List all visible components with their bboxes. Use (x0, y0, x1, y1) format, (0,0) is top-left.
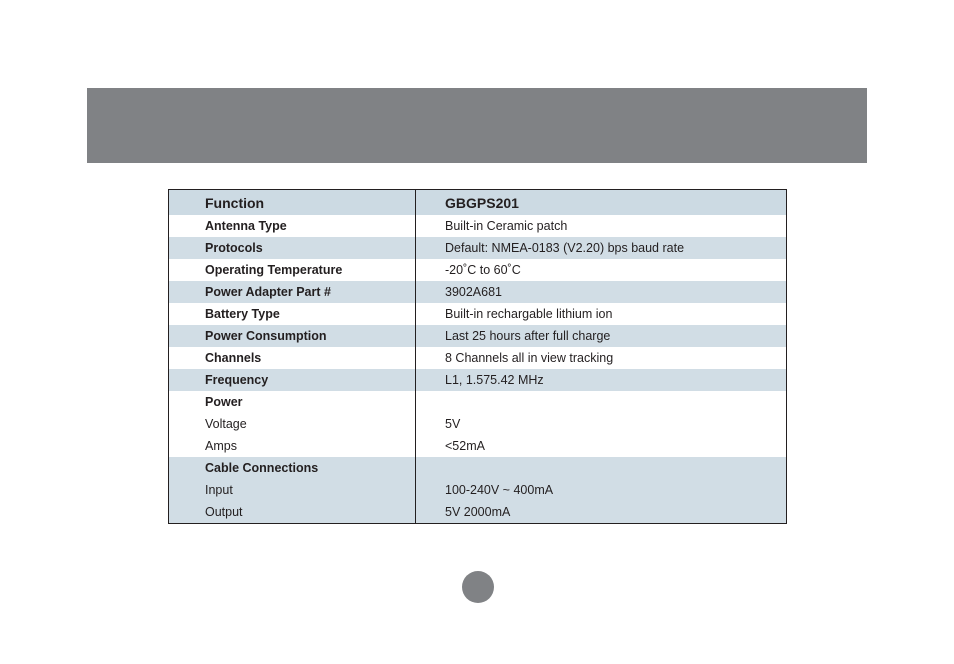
table-row (169, 303, 787, 325)
row-value: 100-240V ~ 400mA (416, 479, 787, 501)
row-label: Input (169, 479, 416, 501)
table-row (169, 435, 787, 457)
table-row (169, 413, 787, 435)
spec-table (168, 189, 787, 524)
row-value: 8 Channels all in view tracking (445, 351, 614, 365)
table-row (169, 501, 787, 524)
page-number-dot (462, 571, 494, 603)
row-value: Default: NMEA-0183 (V2.20) bps baud rate (416, 237, 787, 259)
table-row (169, 457, 787, 479)
table-row (169, 391, 787, 413)
table-row (169, 237, 787, 259)
row-label: Voltage (169, 413, 416, 435)
table-row (169, 347, 787, 369)
table-row (169, 215, 787, 237)
row-label: Power Consumption (169, 325, 416, 347)
row-value (416, 391, 787, 413)
row-value: Last 25 hours after full charge (416, 325, 787, 347)
row-label: Frequency (169, 369, 416, 391)
row-label: Output (169, 501, 416, 524)
table-row (169, 281, 787, 303)
row-value: 5V 2000mA (416, 501, 787, 524)
row-value: Built-in Ceramic patch (445, 219, 568, 233)
table-row (169, 325, 787, 347)
table-row (169, 259, 787, 281)
header-function: Function (169, 190, 416, 216)
row-value (416, 457, 787, 479)
row-value: -20˚C to 60˚C (445, 263, 521, 277)
row-value: <52mA (445, 439, 485, 453)
table-row (169, 479, 787, 501)
header-band (87, 88, 867, 163)
row-label: Operating Temperature (169, 259, 416, 281)
header-model: GBGPS201 (416, 190, 787, 216)
row-label: Antenna Type (169, 215, 416, 237)
row-label: Amps (169, 435, 416, 457)
row-label: Power (169, 391, 416, 413)
row-value: 3902A681 (416, 281, 787, 303)
row-label: Battery Type (169, 303, 416, 325)
row-label: Cable Connections (169, 457, 416, 479)
row-value: Built-in rechargable lithium ion (445, 307, 613, 321)
row-value: L1, 1.575.42 MHz (416, 369, 787, 391)
table-row (169, 369, 787, 391)
row-label: Protocols (169, 237, 416, 259)
row-label: Power Adapter Part # (169, 281, 416, 303)
table-header-row (169, 190, 787, 216)
row-value: 5V (445, 417, 461, 431)
row-label: Channels (169, 347, 416, 369)
